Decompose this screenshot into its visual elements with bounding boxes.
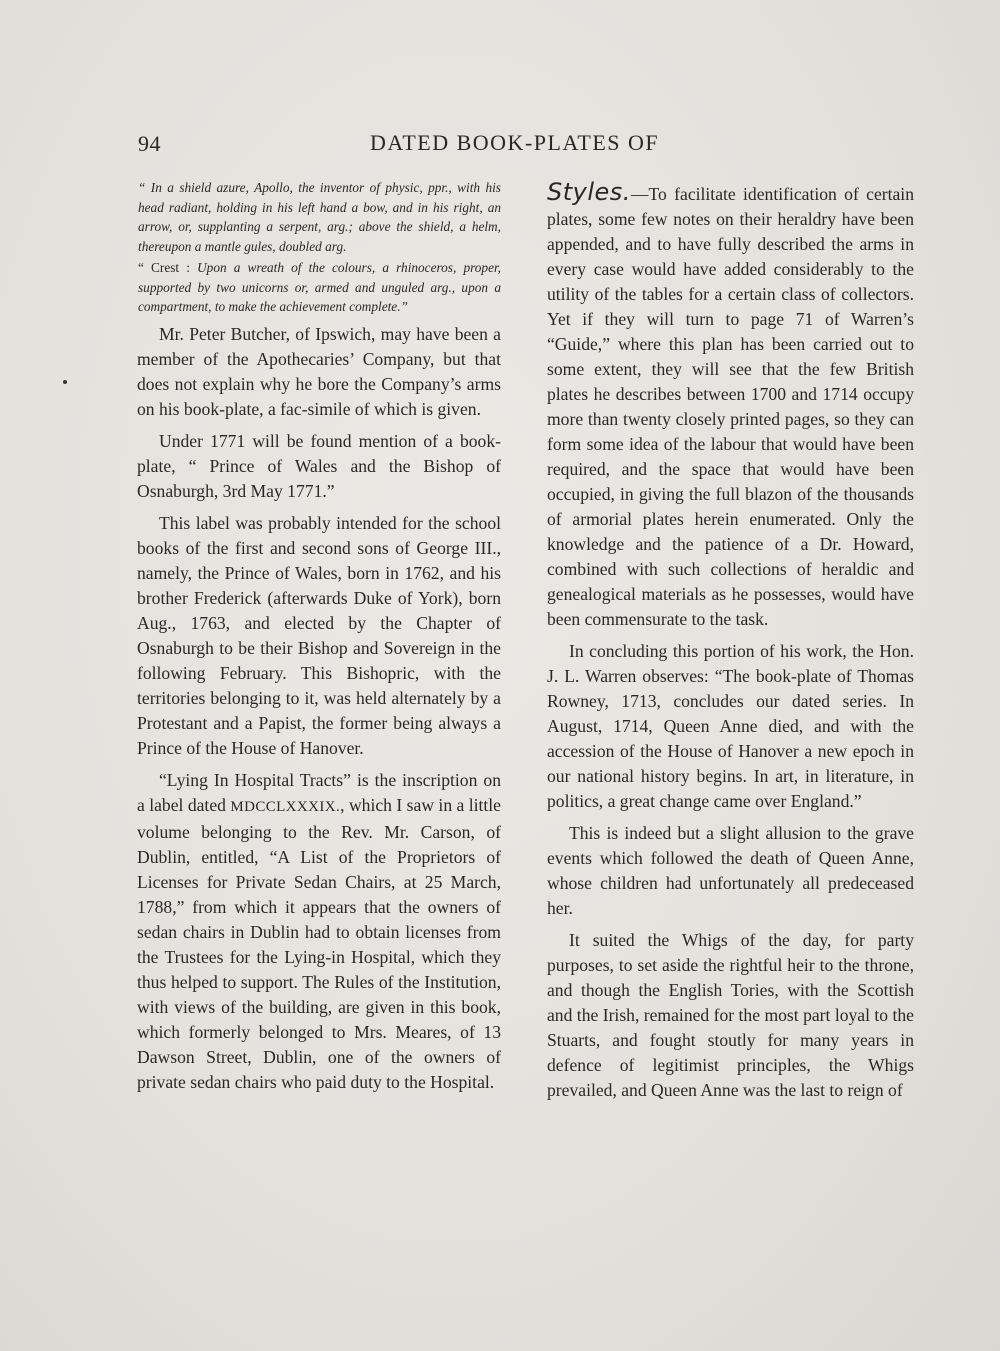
blazon-quote-crest	[137, 258, 501, 317]
stray-ink-mark	[63, 380, 67, 384]
paragraph-styles	[547, 180, 914, 632]
page-number: 94	[138, 131, 161, 156]
paragraph-whigs: It suited the Whigs of the day, for party purposes, to set aside the rightful heir to the throne, and though the English Tories, with the Scottish and the Irish, remained for the most part loyal to the Stuarts, and fought stoutly for many years in defence of legitimist principles, the Whigs prevailed, and Queen Anne was the last to reign of	[547, 930, 914, 1100]
paragraph-1771: Under 1771 will be found mention of a book-plate, “ Prince of Wales and the Bishop of Osnaburgh, 3rd May 1771.”	[137, 430, 501, 501]
paragraph-allusion: This is indeed but a slight allusion to the grave events which followed the death of Queen Anne, whose children had unfortunately all predeceased her.	[547, 823, 914, 918]
paragraph-lying-in-text-a: “Lying In Hospital Tracts” is the inscription on a label dated	[137, 769, 501, 815]
paragraph-warren: In concluding this portion of his work, the Hon. J. L. Warren observes: “The book-plate of Thomas Rowney, 1713, concludes our dated series. In August, 1714, Queen Anne died, and with the accession of the House of Hanover a new epoch in our national history begins. In art, in literature, in politics, a great change came over England.”	[547, 641, 914, 811]
crest-label: “ Crest :	[138, 260, 190, 275]
right-column	[547, 180, 914, 1103]
paragraph-lying-in-hospital	[137, 768, 501, 1095]
roman-numeral-date: MDCCLXXXIX.	[230, 798, 341, 815]
blazon-quote-arms: “ In a shield azure, Apollo, the inventor of physic, ppr., with his head radiant, holding in his left hand a bow, and in his right, an arrow, or, supplanting a serpent, arg.; above the shield, a helm, thereupon a mantle gules, doubled arg.	[138, 180, 501, 254]
left-column	[137, 178, 501, 1095]
section-heading-styles: Styles.	[547, 178, 631, 206]
running-head: DATED BOOK-PLATES OF	[370, 130, 660, 155]
paragraph-butcher: Mr. Peter Butcher, of Ipswich, may have been a member of the Apothecaries’ Company, but that does not explain why he bore the Company’s arms on his book-plate, a fac-simile of which is given.	[137, 323, 501, 419]
paragraph-lying-in-text-b: , which I saw in a little volume belonging to the Rev. Mr. Carson, of Dublin, entitled, “A List of the Proprietors of Licenses for Private Sedan Chairs, at 25 March, 1788,” from which it appears that the owners of sedan chairs in Dublin had to obtain licenses from the Trustees for the Lying-in Hospital, which they thus helped to support. The Rules of the Institution, with views of the building, are given in this book, which formerly belonged to Mrs. Meares, of 13 Dawson Street, Dublin, one of the owners of private sedan chairs who paid duty to the Hospital.	[137, 794, 501, 1092]
paragraph-prince-of-wales: This label was probably intended for the school books of the first and second sons of George III., namely, the Prince of Wales, born in 1762, and his brother Frederick (afterwards Duke of York), born Aug., 1763, and elected by the Chapter of Osnaburgh to be their Bishop and Sovereign in the following February. This Bishopric, with the territories belonging to it, was held alternately by a Protestant and a Papist, the former being always a Prince of the House of Hanover.	[137, 512, 501, 758]
crest-text: Upon a wreath of the colours, a rhinoceros, proper, supported by two unicorns or, armed and unguled arg., upon a compartment, to make the achievement complete.”	[138, 260, 501, 314]
paragraph-styles-text: —To facilitate identification of certain plates, some few notes on their heraldry have been appended, and to have fully described the arms in every case would have added considerably to the utility of the tables for a certain class of collectors. Yet if they will turn to page 71 of Warren’s “Guide,” where this plan has been carried out to some extent, they will see that the few British plates he describes between 1700 and 1714 occupy more than twenty closely printed pages, so they can form some idea of the labour that would have been required, and the space that would have been occupied, in giving the full blazon of the thousands of armorial plates herein enumerated. Only the knowledge and the patience of a Dr. Howard, combined with such collections of heraldic and genealogical materials as he possesses, would have been commensurate to the task.	[547, 184, 914, 629]
